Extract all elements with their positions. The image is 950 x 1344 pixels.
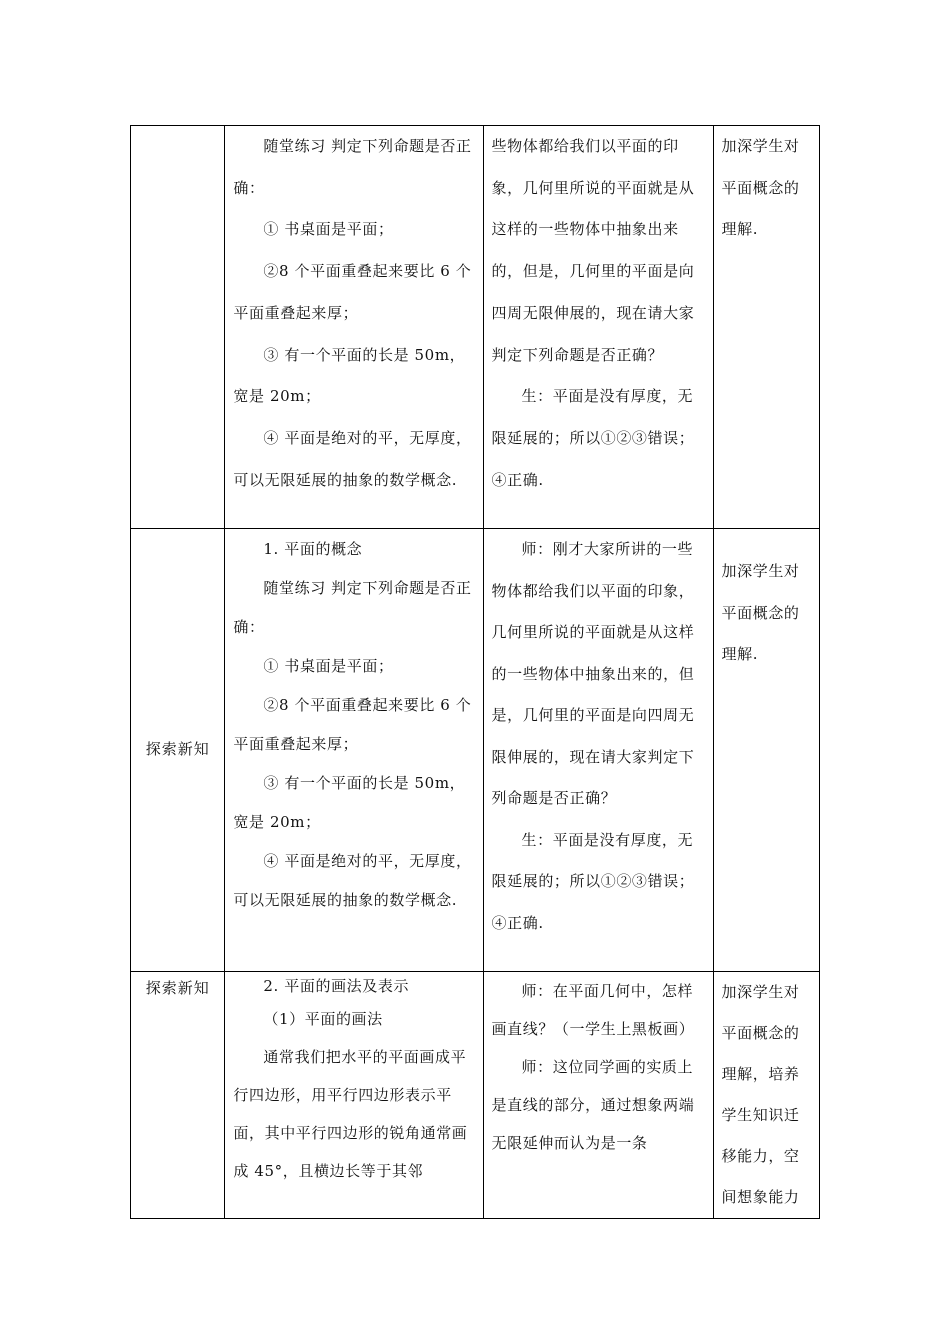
content-paragraph: 通常我们把水平的平面画成平行四边形，用平行四边形表示平面，其中平行四边形的锐角通常画成 45°，且横边长等于其邻 <box>233 1048 468 1180</box>
content-paragraph: ③ 有一个平面的长是 50m，宽是 20m； <box>233 345 466 406</box>
stage-label: 探索新知 <box>145 740 210 759</box>
activity-cell <box>483 126 713 529</box>
content-paragraph: 随堂练习 判定下列命题是否正确： <box>233 137 472 197</box>
content-paragraph: ④ 平面是绝对的平，无厚度，可以无限延展的抽象的数学概念. <box>233 852 472 909</box>
content-paragraph: ③ 有一个平面的长是 50m，宽是 20m； <box>233 774 466 831</box>
activity-paragraph: 生：平面是没有厚度，无限延展的；所以①②③错误；④正确. <box>491 830 695 932</box>
stage-cell <box>131 972 225 1219</box>
intent-paragraph: 加深学生对平面概念的理解，培养学生知识迁移能力，空间想象能力 <box>721 983 800 1206</box>
intent-paragraph: 加深学生对平面概念的理解. <box>721 137 800 239</box>
content-cell <box>225 529 483 972</box>
activity-paragraph: 生：平面是没有厚度，无限延展的；所以①②③错误；④正确. <box>491 387 695 489</box>
intent-paragraph: 加深学生对平面概念的理解. <box>721 562 800 664</box>
stage-cell <box>131 529 225 972</box>
stage-cell <box>131 126 225 529</box>
content-paragraph: 随堂练习 判定下列命题是否正确： <box>233 579 472 636</box>
content-paragraph: 2. 平面的画法及表示 <box>263 977 410 995</box>
content-paragraph: ① 书桌面是平面； <box>263 657 394 675</box>
content-paragraph: （1）平面的画法 <box>263 1010 383 1028</box>
activity-cell <box>483 529 713 972</box>
content-cell <box>225 126 483 529</box>
content-paragraph: 1. 平面的概念 <box>263 540 363 558</box>
lesson-plan-table <box>130 125 820 1219</box>
table-row <box>131 529 820 972</box>
content-paragraph: ④ 平面是绝对的平，无厚度，可以无限延展的抽象的数学概念. <box>233 428 472 489</box>
intent-cell <box>713 529 819 972</box>
stage-label: 探索新知 <box>145 979 210 997</box>
content-paragraph: ②8 个平面重叠起来要比 6 个平面重叠起来厚； <box>233 262 472 322</box>
activity-paragraph: 师：在平面几何中，怎样画直线？（一学生上黑板画） <box>491 982 695 1038</box>
activity-paragraph: 师：刚才大家所讲的一些物体都给我们以平面的印象，几何里所说的平面就是从这样的一些物体中抽象出来的，但是，几何里的平面是向四周无限伸展的，现在请大家判定下列命题是否正确？ <box>491 540 695 807</box>
content-paragraph: ②8 个平面重叠起来要比 6 个平面重叠起来厚； <box>233 696 472 753</box>
content-paragraph: ① 书桌面是平面； <box>263 220 394 239</box>
intent-cell <box>713 972 819 1219</box>
table-row <box>131 972 820 1219</box>
intent-cell <box>713 126 819 529</box>
activity-cell <box>483 972 713 1219</box>
content-cell <box>225 972 483 1219</box>
activity-paragraph: 些物体都给我们以平面的印象，几何里所说的平面就是从这样的一些物体中抽象出来的，但是，几何里的平面是向四周无限伸展的，现在请大家判定下列命题是否正确？ <box>491 137 695 364</box>
table-row <box>131 126 820 529</box>
activity-paragraph: 师：这位同学画的实质上是直线的部分，通过想象两端无限延伸而认为是一条 <box>491 1058 695 1152</box>
